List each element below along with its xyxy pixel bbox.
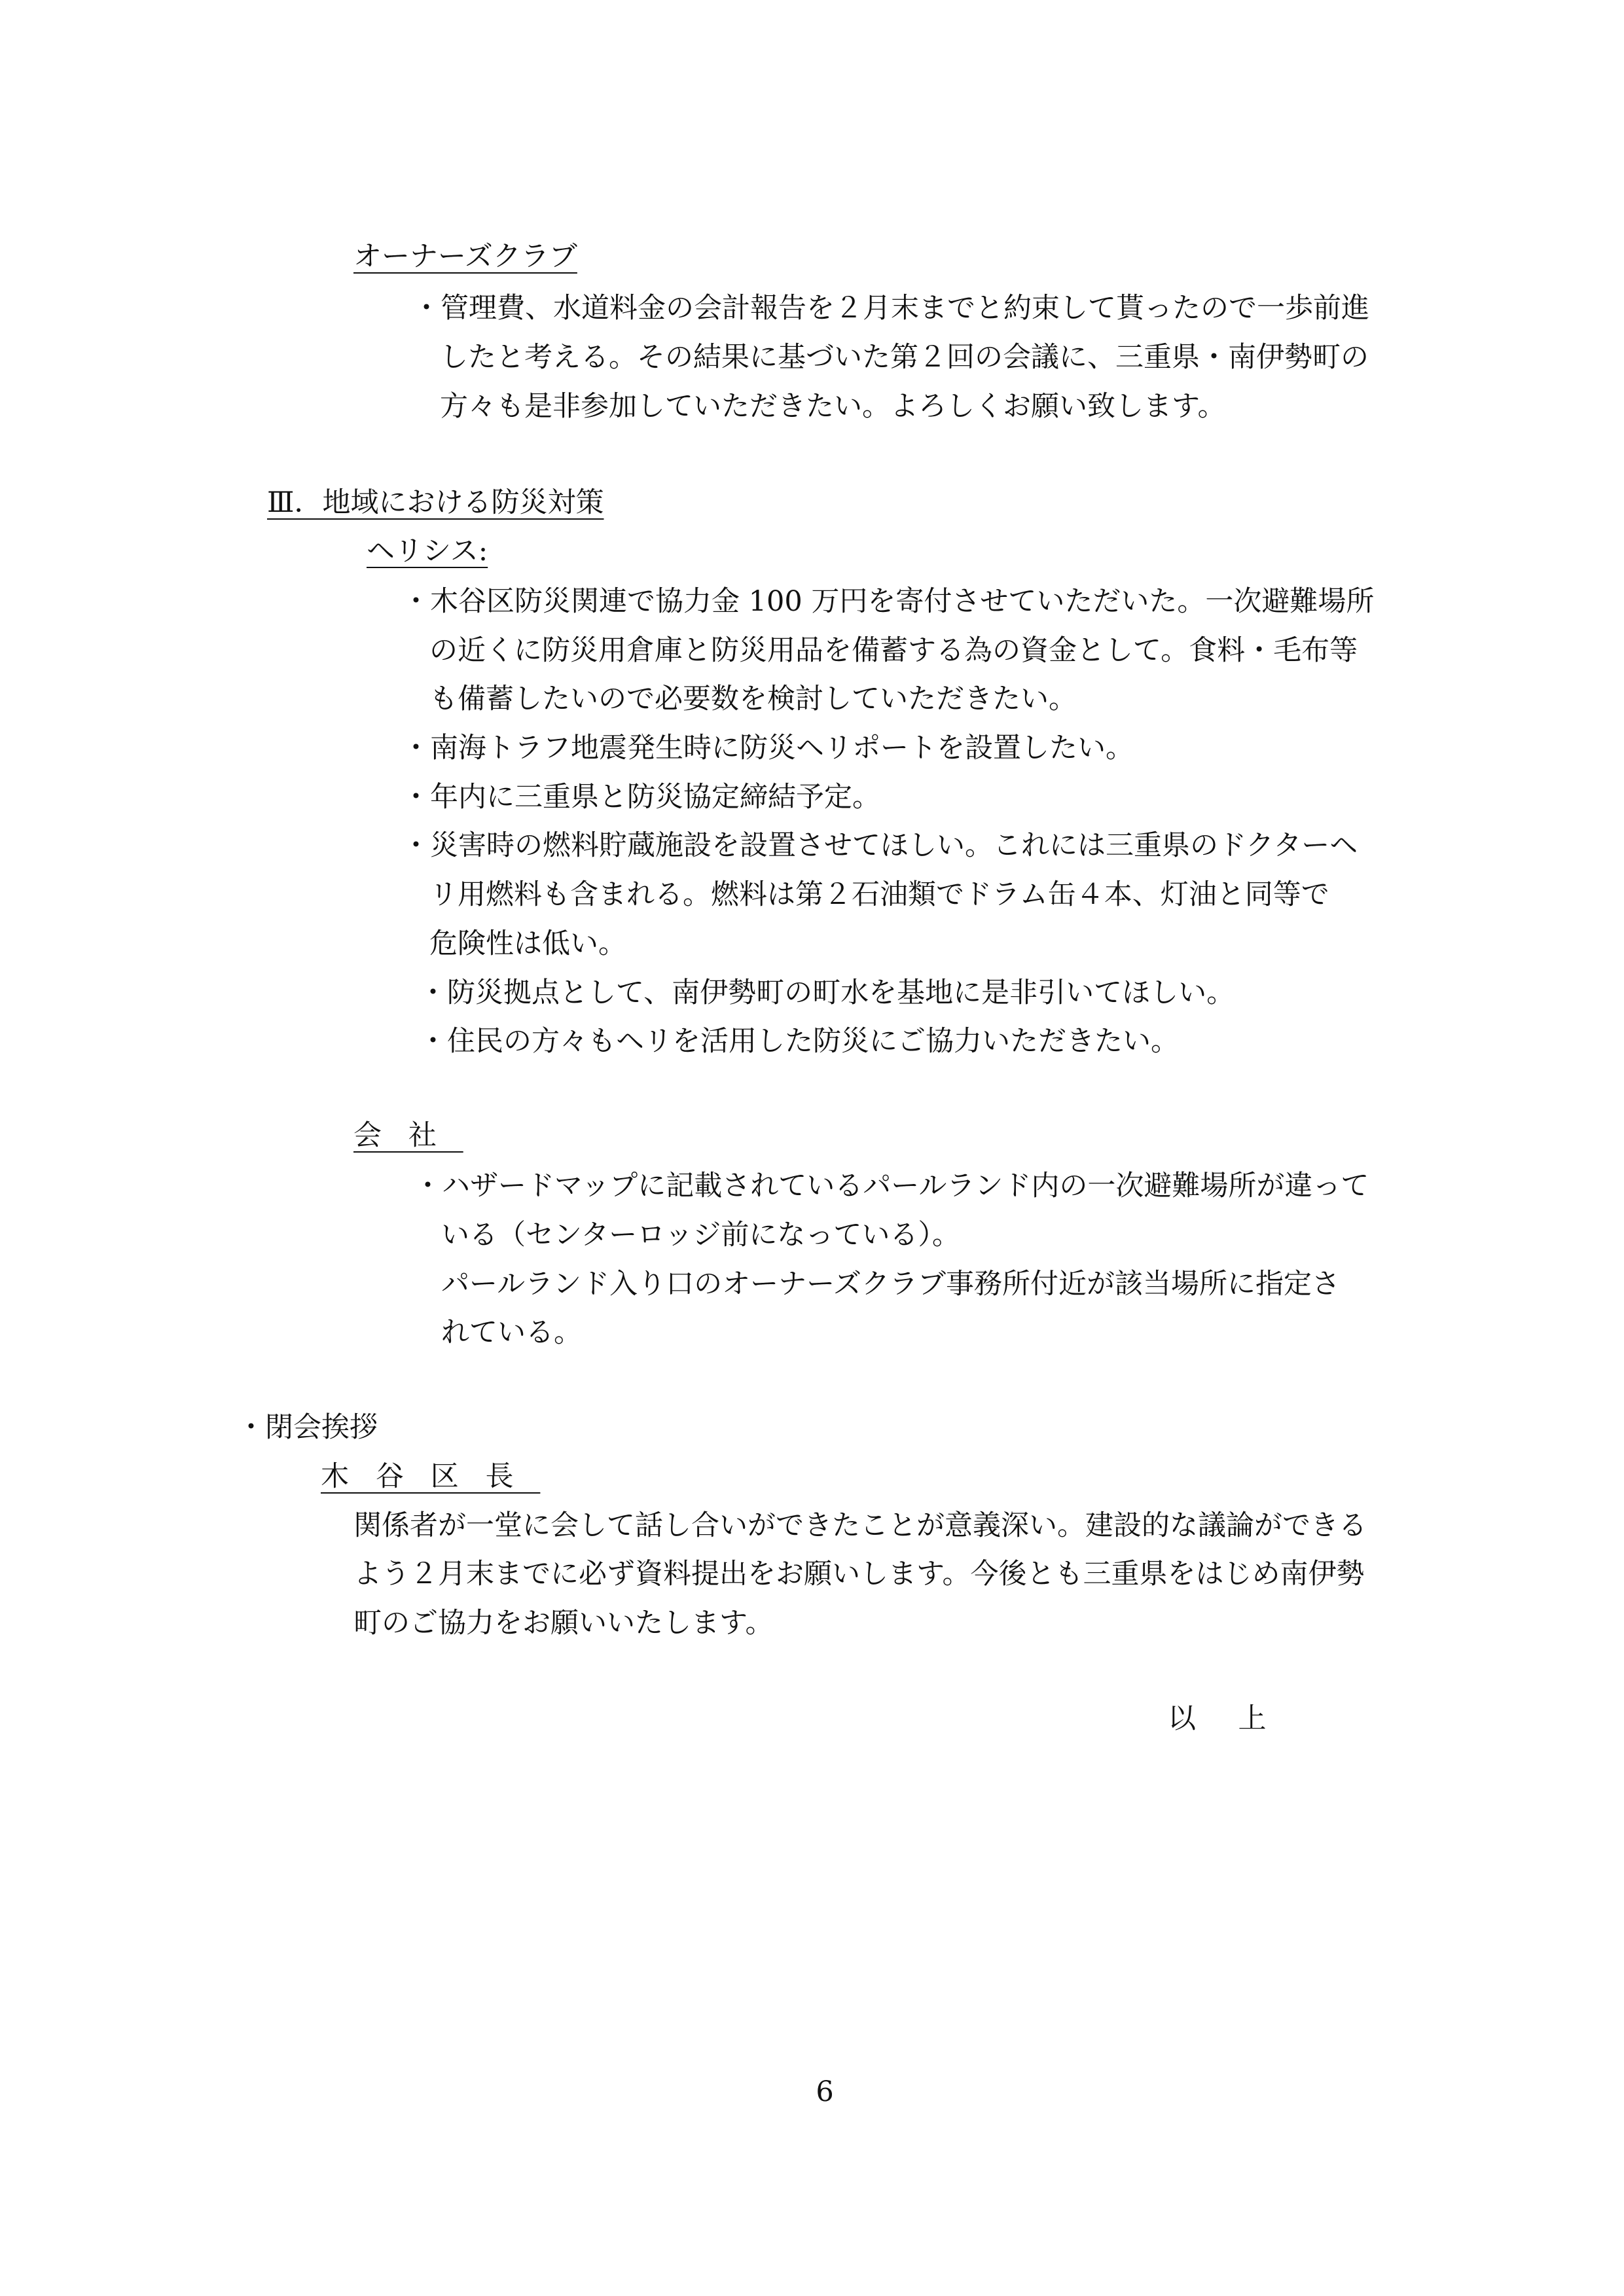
helisis-line-3: も備蓄したいので必要数を検討していただきたい。: [429, 683, 1077, 715]
owners-club-heading: オーナーズクラブ: [353, 240, 577, 273]
company-line-4: れている。: [441, 1316, 582, 1349]
owners-club-line-2: したと考える。その結果に基づいた第２回の会議に、三重県・南伊勢町の: [440, 341, 1369, 374]
helisis-line-4: ・南海トラフ地震発生時に防災ヘリポートを設置したい。: [402, 732, 1134, 764]
helisis-line-8: 危険性は低い。: [429, 927, 626, 960]
helisis-line-7: リ用燃料も含まれる。燃料は第２石油類でドラム缶４本、灯油と同等で: [429, 878, 1329, 911]
section-3-heading: [267, 483, 604, 522]
owners-club-line-3: 方々も是非参加していただきたい。よろしくお願い致します。: [440, 390, 1226, 423]
page-number: 6: [816, 2075, 834, 2108]
company-line-1: ・ハザードマップに記載されているパールランド内の一次避難場所が違って: [414, 1170, 1369, 1202]
closing-line-3: 町のご協力をお願いいたします。: [353, 1607, 774, 1640]
closing-heading: ・閉会挨拶: [237, 1411, 378, 1444]
company-line-2: いる（センターロッジ前になっている）。: [441, 1219, 960, 1251]
company-heading: 会社: [353, 1119, 463, 1152]
helisis-heading: ヘリシス:: [367, 535, 488, 567]
end-mark: 以上: [1168, 1702, 1308, 1735]
helisis-line-2: の近くに防災用倉庫と防災用品を備蓄する為の資金として。食料・毛布等: [429, 634, 1358, 667]
company-line-3: パールランド入り口のオーナーズクラブ事務所付近が該当場所に指定さ: [441, 1268, 1340, 1300]
helisis-line-1: ・木谷区防災関連で協力金 100 万円を寄付させていただいた。一次避難場所: [402, 585, 1375, 618]
helisis-line-10: ・住民の方々もヘリを活用した防災にご協力いただきたい。: [419, 1025, 1179, 1058]
owners-club-line-1: ・管理費、水道料金の会計報告を２月末までと約束して貰ったので一歩前進: [412, 292, 1369, 325]
closing-speaker: 木谷区長: [321, 1460, 541, 1493]
closing-line-1: 関係者が一堂に会して話し合いができたことが意義深い。建設的な議論ができる: [353, 1509, 1367, 1542]
helisis-line-6: ・災害時の燃料貯蔵施設を設置させてほしい。これには三重県のドクターヘ: [402, 829, 1358, 862]
helisis-line-5: ・年内に三重県と防災協定締結予定。: [402, 781, 880, 814]
closing-line-2: よう２月末までに必ず資料提出をお願いします。今後とも三重県をはじめ南伊勢: [353, 1558, 1365, 1590]
helisis-line-9: ・防災拠点として、南伊勢町の町水を基地に是非引いてほしい。: [419, 977, 1235, 1009]
section-3-heading-text: Ⅲ．地域における防災対策: [267, 486, 604, 519]
